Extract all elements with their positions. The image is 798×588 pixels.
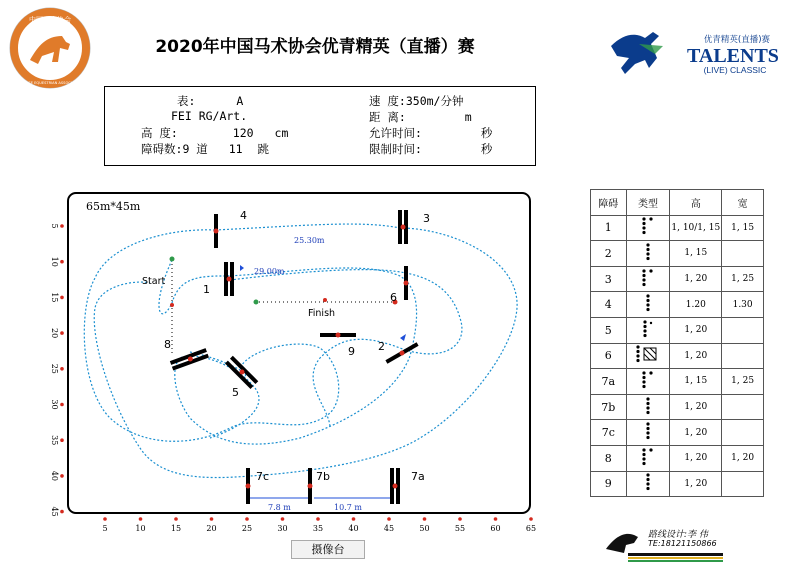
obstacle-height-cell: 1, 10/1, 15	[670, 215, 722, 241]
oxer-icon	[638, 216, 658, 236]
finish-label: Finish	[308, 308, 336, 319]
distance-label-4-3: 25.30m	[294, 236, 325, 245]
obstacles-value: 9 道	[182, 142, 208, 156]
arena-size-label: 65m*45m	[86, 200, 141, 213]
obstacle-label: 7a	[411, 470, 425, 483]
y-tick-label: 20	[50, 328, 59, 339]
obstacle-label: 7c	[256, 470, 270, 483]
x-tick-mark	[139, 517, 143, 521]
time-allowed-label: 允许时间:	[369, 126, 422, 140]
obstacle-height-cell: 1, 20	[670, 445, 722, 471]
obstacle-height-cell: 1, 15	[670, 241, 722, 267]
x-tick-label: 20	[206, 524, 217, 533]
x-tick-label: 30	[277, 524, 288, 533]
obstacle-type-cell	[626, 266, 670, 292]
height-value: 120	[232, 126, 254, 140]
obstacle-height-cell: 1, 20	[670, 266, 722, 292]
speed-value: 350m/分钟	[405, 94, 464, 108]
obstacle-height-cell: 1, 20	[670, 471, 722, 497]
time-limit-label: 限制时间:	[369, 142, 422, 156]
table-label: 表:	[177, 94, 196, 108]
chinese-equestrian-association-logo	[8, 6, 92, 90]
camera-platform-label: 摄像台	[291, 540, 365, 559]
designer-phone: TE:18121150866	[648, 539, 717, 548]
obstacle-label: 1	[203, 283, 210, 296]
distance-unit: m	[464, 110, 472, 124]
wall-icon	[633, 344, 663, 364]
table-value: A	[236, 94, 244, 108]
start-label: Start	[142, 276, 166, 287]
start-flag-green	[170, 257, 175, 262]
obstacle-label: 4	[240, 209, 247, 222]
obstacle-no-cell: 8	[591, 445, 627, 471]
vertical-icon	[638, 319, 658, 339]
start-flag-red	[170, 303, 174, 307]
distance-label-7b-7a: 10.7 m	[334, 503, 362, 512]
time-allowed-unit: 秒	[480, 126, 493, 140]
y-tick-label: 10	[50, 256, 59, 267]
obstacle-label: 8	[164, 338, 171, 351]
x-tick-mark	[281, 517, 285, 521]
obstacle-type-cell	[626, 292, 670, 318]
x-tick-mark	[423, 517, 427, 521]
obstacles-label: 障碍数:	[141, 142, 183, 156]
obstacle-height-cell: 1, 20	[670, 420, 722, 446]
obstacle-no-cell: 6	[591, 343, 627, 369]
vertical-icon	[638, 242, 658, 262]
header-cell: 高	[670, 190, 722, 216]
vertical-icon	[638, 421, 658, 441]
distance-label: 距 离:	[369, 110, 406, 124]
obstacle-width-cell	[722, 394, 764, 420]
obstacle-type-cell	[626, 369, 670, 395]
x-tick-mark	[103, 517, 107, 521]
table-row	[591, 317, 764, 343]
y-axis-ticks	[50, 223, 64, 516]
table-row	[591, 369, 764, 395]
y-tick-mark	[60, 331, 64, 335]
obstacle-width-cell: 1, 15	[722, 215, 764, 241]
jumping-horse-icon	[611, 32, 659, 74]
obstacle-type-cell	[626, 317, 670, 343]
x-tick-mark	[316, 517, 320, 521]
obstacle-width-cell: 1, 20	[722, 445, 764, 471]
y-tick-label: 15	[50, 292, 59, 303]
obstacle-width-cell	[722, 471, 764, 497]
obstacle-label: 6	[390, 291, 397, 304]
table-row	[591, 292, 764, 318]
x-tick-label: 65	[525, 524, 537, 533]
finish-flag-green	[254, 300, 259, 305]
page-title: 2020年中国马术协会优青精英（直播）赛	[155, 37, 475, 57]
x-tick-mark	[245, 517, 249, 521]
vertical-icon	[638, 472, 658, 492]
obstacle-type-cell	[626, 241, 670, 267]
obstacle-type-cell	[626, 343, 670, 369]
obstacle-7b	[308, 468, 313, 504]
y-tick-label: 5	[50, 223, 59, 229]
x-tick-label: 35	[312, 524, 324, 533]
x-tick-label: 40	[348, 524, 359, 533]
distance-label-7c-7b: 7.8 m	[268, 503, 291, 512]
x-tick-mark	[387, 517, 391, 521]
logo-cn-text: 优青精英(直播)赛	[703, 35, 771, 45]
table-row	[591, 471, 764, 497]
y-tick-label: 30	[50, 399, 59, 410]
y-tick-label: 45	[50, 506, 59, 517]
table-row	[591, 343, 764, 369]
course-info-box	[104, 86, 536, 166]
header-cell: 障碍	[591, 190, 627, 216]
y-tick-mark	[60, 438, 64, 442]
x-tick-label: 45	[383, 524, 395, 533]
vertical-icon	[638, 293, 658, 313]
obstacle-no-cell: 4	[591, 292, 627, 318]
y-tick-mark	[60, 296, 64, 300]
obstacle-label: 9	[348, 345, 355, 358]
obstacle-no-cell: 7b	[591, 394, 627, 420]
obstacle-type-cell	[626, 394, 670, 420]
obstacle-label: 3	[423, 212, 430, 225]
obstacle-label: 5	[232, 386, 239, 399]
course-map	[0, 188, 560, 558]
header-cell: 类型	[626, 190, 670, 216]
obstacle-4	[214, 214, 219, 248]
obstacle-width-cell	[722, 317, 764, 343]
x-tick-label: 55	[454, 524, 466, 533]
obstacle-height-cell: 1.20	[670, 292, 722, 318]
logo-brand-text: TALENTS	[687, 45, 779, 67]
jumps-unit: 跳	[257, 142, 270, 156]
height-unit: cm	[274, 126, 289, 140]
x-tick-label: 15	[170, 524, 182, 533]
x-tick-mark	[458, 517, 462, 521]
x-tick-label: 10	[135, 524, 146, 533]
x-tick-label: 60	[490, 524, 501, 533]
logo-ring-text: CHINESE EQUESTRIAN ASSOCIATION	[17, 81, 83, 85]
vertical-icon	[638, 396, 658, 416]
height-label: 高 度:	[141, 126, 178, 140]
talents-classic-logo	[605, 24, 790, 84]
obstacle-no-cell: 3	[591, 266, 627, 292]
table-row	[591, 394, 764, 420]
x-tick-label: 50	[419, 524, 430, 533]
oxer-icon	[638, 268, 658, 288]
obstacle-width-cell	[722, 241, 764, 267]
x-axis-ticks	[102, 517, 536, 533]
oxer-icon	[638, 447, 658, 467]
obstacle-width-cell	[722, 420, 764, 446]
header-cell: 宽	[722, 190, 764, 216]
logo-sub-text: (LIVE) CLASSIC	[703, 65, 767, 75]
y-tick-mark	[60, 474, 64, 478]
obstacle-type-cell	[626, 445, 670, 471]
y-tick-mark	[60, 403, 64, 407]
x-tick-mark	[352, 517, 356, 521]
x-tick-mark	[210, 517, 214, 521]
table-row	[591, 241, 764, 267]
time-limit-unit: 秒	[480, 142, 493, 156]
obstacle-no-cell: 9	[591, 471, 627, 497]
obstacle-width-cell: 1, 25	[722, 266, 764, 292]
obstacle-height-cell: 1, 20	[670, 317, 722, 343]
distance-label-1-6: 29.00m	[254, 267, 285, 276]
obstacle-height-cell: 1, 20	[670, 343, 722, 369]
obstacle-no-cell: 7a	[591, 369, 627, 395]
y-tick-label: 25	[50, 363, 59, 374]
x-tick-mark	[529, 517, 533, 521]
obstacle-type-cell	[626, 215, 670, 241]
obstacle-width-cell: 1.30	[722, 292, 764, 318]
table-row	[591, 266, 764, 292]
x-tick-label: 25	[241, 524, 253, 533]
table-header-row	[591, 190, 764, 216]
obstacle-no-cell: 5	[591, 317, 627, 343]
x-tick-mark	[174, 517, 178, 521]
y-tick-mark	[60, 510, 64, 514]
obstacle-9	[320, 333, 356, 338]
obstacle-height-cell: 1, 15	[670, 369, 722, 395]
horse-silhouette-icon	[606, 534, 638, 553]
obstacle-width-cell: 1, 25	[722, 369, 764, 395]
obstacle-no-cell: 2	[591, 241, 627, 267]
jumps-value: 11	[228, 142, 243, 156]
obstacle-label: 7b	[316, 470, 330, 483]
y-tick-label: 35	[49, 435, 59, 446]
rule-text: FEI RG/Art.	[171, 109, 248, 123]
obstacle-no-cell: 1	[591, 215, 627, 241]
obstacle-width-cell	[722, 343, 764, 369]
y-tick-label: 40	[50, 470, 59, 481]
obstacle-type-cell	[626, 471, 670, 497]
obstacle-7c	[246, 468, 251, 504]
obstacle-6	[404, 266, 409, 300]
logo-chinese-text: 中国马术协会	[29, 16, 71, 24]
obstacle-type-cell	[626, 420, 670, 446]
y-tick-mark	[60, 224, 64, 228]
table-row	[591, 420, 764, 446]
obstacle-no-cell: 7c	[591, 420, 627, 446]
oxer-icon	[638, 370, 658, 390]
y-tick-mark	[60, 367, 64, 371]
obstacle-table	[590, 189, 764, 497]
obstacle-height-cell: 1, 20	[670, 394, 722, 420]
x-tick-mark	[494, 517, 498, 521]
obstacle-label: 2	[378, 340, 385, 353]
table-row	[591, 445, 764, 471]
table-row	[591, 215, 764, 241]
x-tick-label: 5	[102, 524, 108, 533]
speed-label: 速 度:	[369, 94, 406, 108]
y-tick-mark	[60, 260, 64, 264]
designer-name: 路线设计:李 伟	[648, 530, 708, 540]
